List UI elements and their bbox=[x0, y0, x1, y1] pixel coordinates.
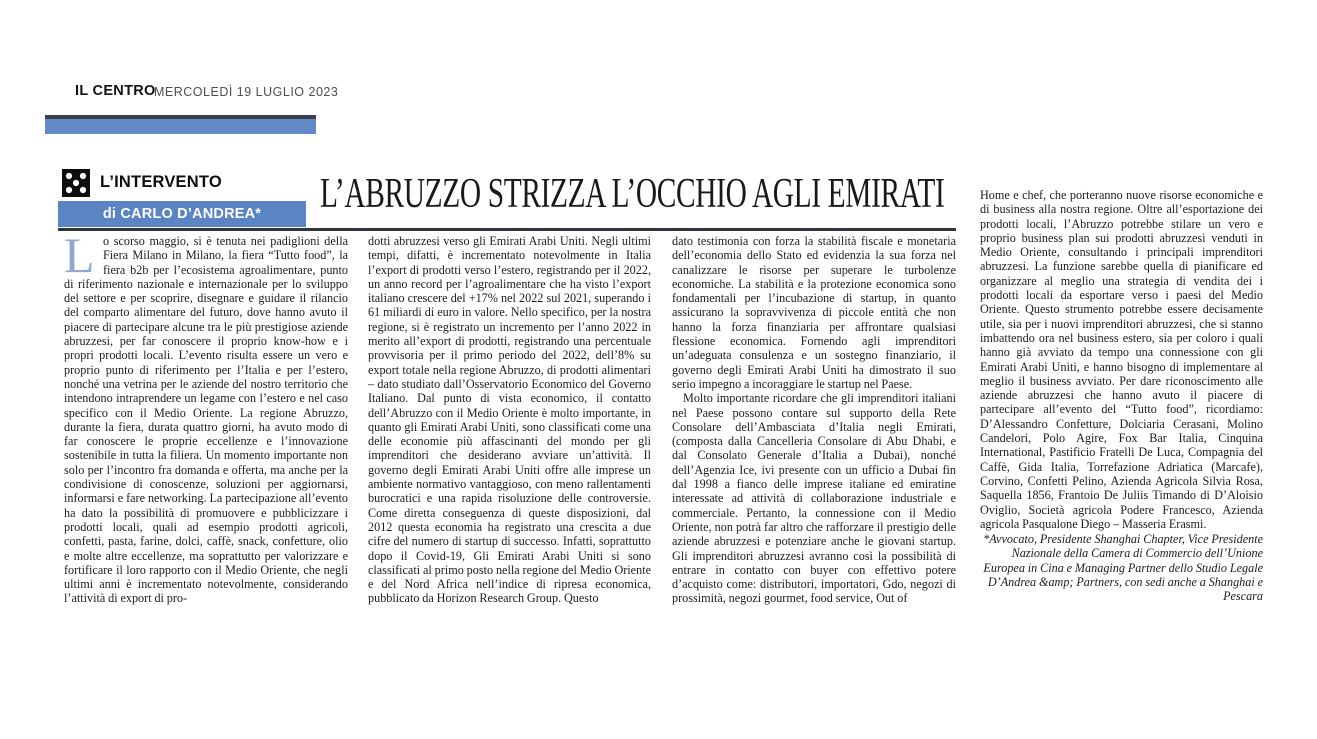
edition-date: MERCOLEDÌ 19 LUGLIO 2023 bbox=[154, 84, 339, 99]
column-3-paragraph-2: Molto importante ricordare che gli imprenditori italiani nel Paese possono contare sul supporto della Rete Consolare dell’Ambasciata d’Italia negli Emirati, (composta dalla Cancelleria Consolare di Abu Dhabi, e dal Consolato Generale d’Italia a Dubai), nonché dell’Agenzia Ice, ivi presente con un ufficio a Dubai fin dal 1998 a fianco delle imprese italiane ed emiratine interessate ad attività di collaborazione industriale e commerciale. Pertanto, la connessione con il Medio Oriente, non potrà far altro che rafforzare il prestigio delle aziende abruzzesi e potenziare anche le giovani startup. Gli imprenditori abruzzesi avranno così la possibilità di entrare in contatto con buyer con effettivo potere d’acquisto come: distributori, importatori, Gdo, negozi di prossimità, negozi gourmet, food service, Out of bbox=[672, 391, 956, 606]
section-label: L’INTERVENTO bbox=[100, 173, 222, 191]
dropcap: L bbox=[64, 234, 95, 283]
column-1-text: o scorso maggio, si è tenuta nei padiglioni della Fiera Milano in Milano, la fiera “Tutto food”, la fiera b2b per l’ecosistema agroalimentare, punto di riferimento nazionale e internazionale per lo sviluppo del settore e per scoprire, disegnare e guidare il rilancio del comparto alimentare del futuro, dove hanno avuto il piacere di partecipare alcune tra le più prestigiose aziende abruzzesi, per far conoscere il proprio know-how e i propri prodotti locali. L’evento risulta essere un vero e proprio punto di riferimento per l’Italia e per l’estero, nonché una vetrina per le aziende del nostro territorio che intendono intraprendere un legame con l’estero e nel caso specifico con il Medio Oriente. La regione Abruzzo, durante la fiera, durata quattro giorni, ha avuto modo di far conoscere le proprie eccellenze e l’innovazione sostenibile in tutta la filiera. Un momento importante non solo per l’incontro fra domanda e offerta, ma anche per la condivisione di conoscenze, soluzioni per aggiornarsi, informarsi e fare networking. La partecipazione all’evento ha dato la possibilità di promuovere e pubblicizzare i prodotti locali, quali ad esempio prodotti agricoli, confetti, pasta, farine, dolci, caffè, snack, confetture, olio e molte altre eccellenze, ma soprattutto per valorizzare e fortificare il loro rapporto con il Medio Oriente, che negli ultimi anni è incrementato notevolmente, considerando l’attività di export di pro- bbox=[64, 234, 348, 606]
author-signature: *Avvocato, Presidente Shanghai Chapter, Vice Presidente Nazionale della Camera di Commercio dell’Unione Europea in Cina e Managing Partner dello Studio Legale D’Andrea &amp; Partners, con sedi anche a Shanghai e Pescara bbox=[983, 532, 1263, 604]
column-3-paragraph-1: dato testimonia con forza la stabilità fiscale e monetaria dell’economia dello Stato ed evidenzia la sua forza nel canalizzare le risorse per superare le turbolenze economiche. La stabilità e la protezione economica sono fondamentali per l’incubazione di startup, in quanto assicurano la sopravvivenza di piccole entità che non hanno la forza finanziaria per affrontare qualsiasi flessione economica. Fornendo agli imprenditori un’adeguata consulenza e un sostegno finanziario, il governo degli Emirati Arabi Uniti ha dimostrato il suo serio impegno a incoraggiare le startup nel Paese. bbox=[672, 234, 956, 391]
newspaper-brand: IL CENTRO bbox=[75, 83, 156, 99]
headline-text: L’ABRUZZO STRIZZA L’OCCHIO AGLI EMIRATI bbox=[320, 171, 945, 217]
byline-bar bbox=[58, 201, 306, 227]
article-column-2 bbox=[368, 234, 651, 680]
dice-dots-icon bbox=[62, 169, 90, 197]
column-4-text: Home e chef, che porteranno nuove risorse economiche e di business alla nostra regione. Oltre all’esportazione dei prodotti locali, l’Abruzzo potrebbe stilare un vero e proprio business plan sui prodotti abruzzesi venduti in Medio Oriente, consultando i principali imprenditori abruzzesi. La funzione sarebbe quella di pianificare ed organizzare al meglio una strategia di vendita dei i prodotti locali da esportare verso i paesi del Medio Oriente. Questo strumento potrebbe essere decisamente utile, sia per i nuovi imprenditori abruzzesi, che si stanno imbattendo ora nel business estero, sia per coloro i quali hanno già avviato da tempo una connessione con gli Emirati Arabi Uniti, e hanno bisogno di implementare al meglio il business avviato. Per dare riconoscimento alle aziende abruzzesi che hanno avuto il piacere di partecipare all’evento del “Tutto food”, ricordiamo: D’Alessandro Confetture, Dolciaria Cerasani, Molino Candelori, Polo Agire, Fox Bar Italia, Cinquina International, Pastificio Fratelli De Luca, Compagnia del Caffè, Gida Italia, Torrefazione Adriatica (Marcafe), Corvino, Confetti Pelino, Azienda Agricola Silvia Rosa, Saquella 1856, Frantoio De Juliis Timando di D’Aloisio Oviglio, Società agricola Podere Francesco, Azienda agricola Pasqualone Diego – Masseria Erasmi. bbox=[980, 188, 1263, 531]
header-rule bbox=[58, 228, 956, 231]
article-column-1 bbox=[64, 234, 348, 680]
masthead-accent-bar bbox=[45, 119, 316, 134]
article-column-3 bbox=[672, 234, 956, 680]
article-column-4 bbox=[980, 188, 1263, 680]
byline: di CARLO D’ANDREA* bbox=[102, 206, 262, 222]
column-2-text: dotti abruzzesi verso gli Emirati Arabi Uniti. Negli ultimi tempi, difatti, è incrementato notevolmente in Italia l’export di prodotti verso l’estero, registrando per il 2022, un anno record per l’agroalimentare che ha visto l’export italiano crescere del +17% nel 2022 sul 2021, superando i 61 miliardi di euro in valore. Nello specifico, per la nostra regione, si è registrato un incremento per l’anno 2022 in merito all’export di prodotti, registrando una percentuale provvisoria per il primo periodo del 2022, dell’8% su export totale nella regione Abruzzo, di prodotti alimentari – dato studiato dall’Osservatorio Economico del Governo Italiano. Dal punto di vista economico, il contatto dell’Abruzzo con il Medio Oriente è molto importante, in quanto gli Emirati Arabi Uniti, sono classificati come una delle economie più affascinanti del mondo per gli imprenditori che desiderano avviare un’attività. Il governo degli Emirati Arabi Uniti offre alle imprese un ambiente normativo vantaggioso, con meno rallentamenti burocratici e una rapida risoluzione delle controversie. Come diretta conseguenza di queste disposizioni, dal 2012 questa economia ha registrato una crescita a due cifre del numero di startup di successo. Infatti, soprattutto dopo il Covid-19, Gli Emirati Arabi Uniti si sono classificati al primo posto nella regione del Medio Oriente e del Nord Africa nell’indice di ripresa economica, pubblicato da Horizon Research Group. Questo bbox=[368, 234, 651, 606]
